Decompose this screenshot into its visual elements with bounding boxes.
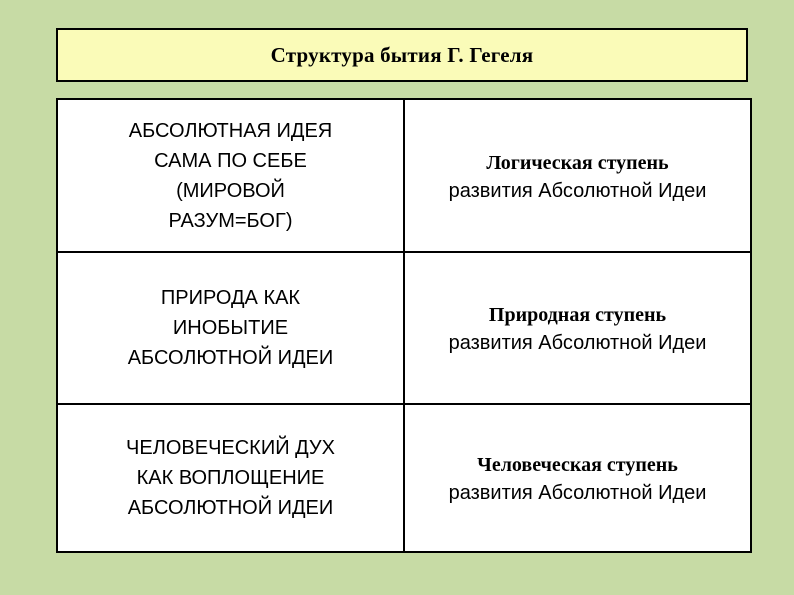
stage-title: Человеческая ступень [477, 454, 678, 476]
being-form-cell: ПРИРОДА КАК ИНОБЫТИЕ АБСОЛЮТНОЙ ИДЕИ [58, 253, 405, 403]
stage-cell [405, 253, 750, 403]
stage-title: Логическая ступень [486, 151, 669, 174]
title-box [56, 28, 748, 82]
table-row [58, 403, 750, 551]
being-form-cell: ЧЕЛОВЕЧЕСКИЙ ДУХ КАК ВОПЛОЩЕНИЕ АБСОЛЮТНОЙ ИДЕИ [58, 405, 405, 551]
table-row [58, 100, 750, 251]
being-form-cell: АБСОЛЮТНАЯ ИДЕЯ САМА ПО СЕБЕ (МИРОВОЙ РАЗУМ=БОГ) [58, 100, 405, 251]
stage-subtitle: развития Абсолютной Идеи [448, 482, 707, 504]
stage-subtitle: развития Абсолютной Идеи [448, 332, 707, 354]
slide-title: Структура бытия Г. Гегеля [270, 42, 534, 67]
stage-subtitle: развития Абсолютной Идеи [448, 179, 707, 202]
stage-cell [405, 100, 750, 251]
table-row [58, 251, 750, 403]
stage-title: Природная ступень [488, 304, 667, 326]
hegel-structure-table [56, 98, 752, 553]
stage-cell [405, 405, 750, 551]
